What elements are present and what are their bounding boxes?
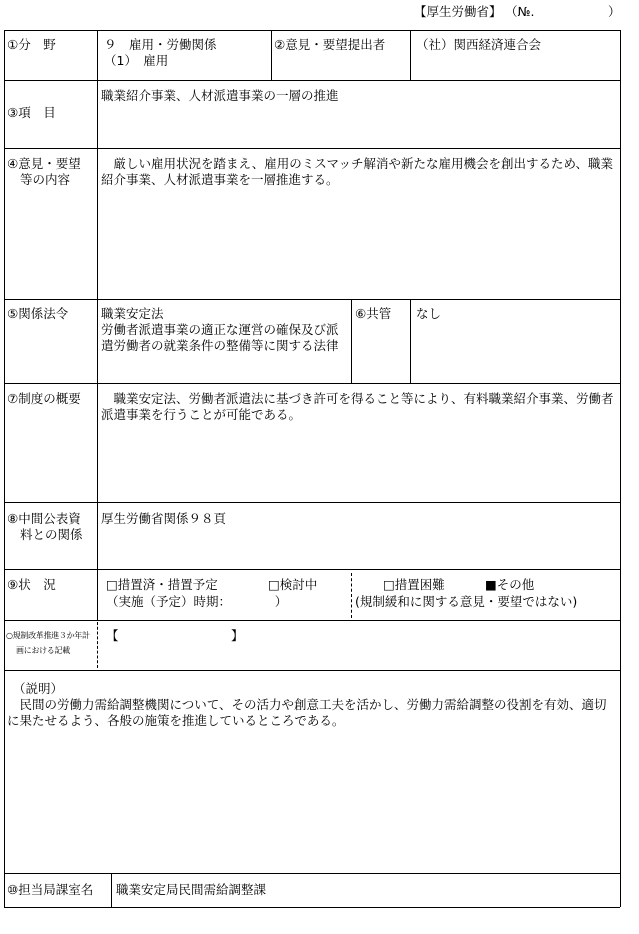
system-value: 職業安定法、労働者派遣法に基づき許可を得ること等により、有料職業紹介事業、労働者派遣事業を行うことが可能である。 [101, 391, 614, 422]
item-label: ③項 目 [7, 105, 56, 120]
interim-label-line1: ⑧中間公表資 [7, 511, 81, 526]
field-value-sub: （1） 雇用 [104, 53, 169, 68]
explanation-text: 民間の労働力需給調整機関について、その活力や創意工夫を活かし、労働力需給調整の役割を有効、適切に果たせるよう、各般の施策を推進しているところである。 [7, 697, 607, 728]
content-label-line1: ④意見・要望 [7, 156, 81, 171]
joint-label: ⑥共管 [355, 306, 392, 321]
department-label: ⑩担当局課室名 [7, 882, 94, 897]
law-label: ⑤関係法令 [7, 306, 69, 321]
content-label-line2: 等の内容 [20, 172, 71, 187]
law-value-1: 職業安定法 [101, 306, 164, 321]
joint-value: なし [416, 306, 442, 321]
submitter-value: （社）関西経済連合会 [416, 37, 542, 52]
system-label: ⑦制度の概要 [7, 391, 81, 406]
status-option-other: ■その他 [485, 577, 535, 592]
content-value: 厳しい雇用状況を踏まえ、雇用のミスマッチ解消や新たな雇用機会を創出するため、職業紹介事業、人材派遣事業を一層推進する。 [101, 156, 614, 187]
plan-value: 【 】 [106, 628, 244, 643]
explanation-title: （説明） [13, 681, 64, 696]
number-close: ） [608, 4, 621, 19]
interim-label-line2: 料との関係 [20, 527, 83, 542]
law-value-2: 労働者派遣事業の適正な運営の確保及び派遣労働者の就業条件の整備等に関する法律 [101, 322, 339, 353]
field-value-main: ９ 雇用・労働関係 [104, 37, 217, 52]
plan-label-line2: 画における記載 [16, 646, 70, 655]
status-option-under-review: □検討中 [268, 577, 318, 592]
status-option-difficult: □措置困難 [383, 577, 445, 592]
status-label: ⑨状 況 [7, 577, 56, 592]
ministry-header: 【厚生労働省】 [414, 4, 502, 19]
plan-label-line1: ○規制改革推進３か年計 [6, 631, 90, 640]
status-option-other-note: (規制緩和に関する意見・要望ではない) [355, 594, 578, 609]
status-option-implemented-timing: （実施（予定）時期： ） [106, 594, 288, 609]
submitter-label: ②意見・要望提出者 [274, 37, 386, 52]
field-label: ①分 野 [7, 37, 56, 52]
department-value: 職業安定局民間需給調整課 [116, 882, 267, 897]
interim-value: 厚生労働省関係９８頁 [101, 511, 227, 526]
item-value: 職業紹介事業、人材派遣事業の一層の推進 [101, 88, 339, 103]
number-label: （№. [505, 4, 535, 19]
status-option-implemented: □措置済・措置予定 [106, 577, 218, 592]
